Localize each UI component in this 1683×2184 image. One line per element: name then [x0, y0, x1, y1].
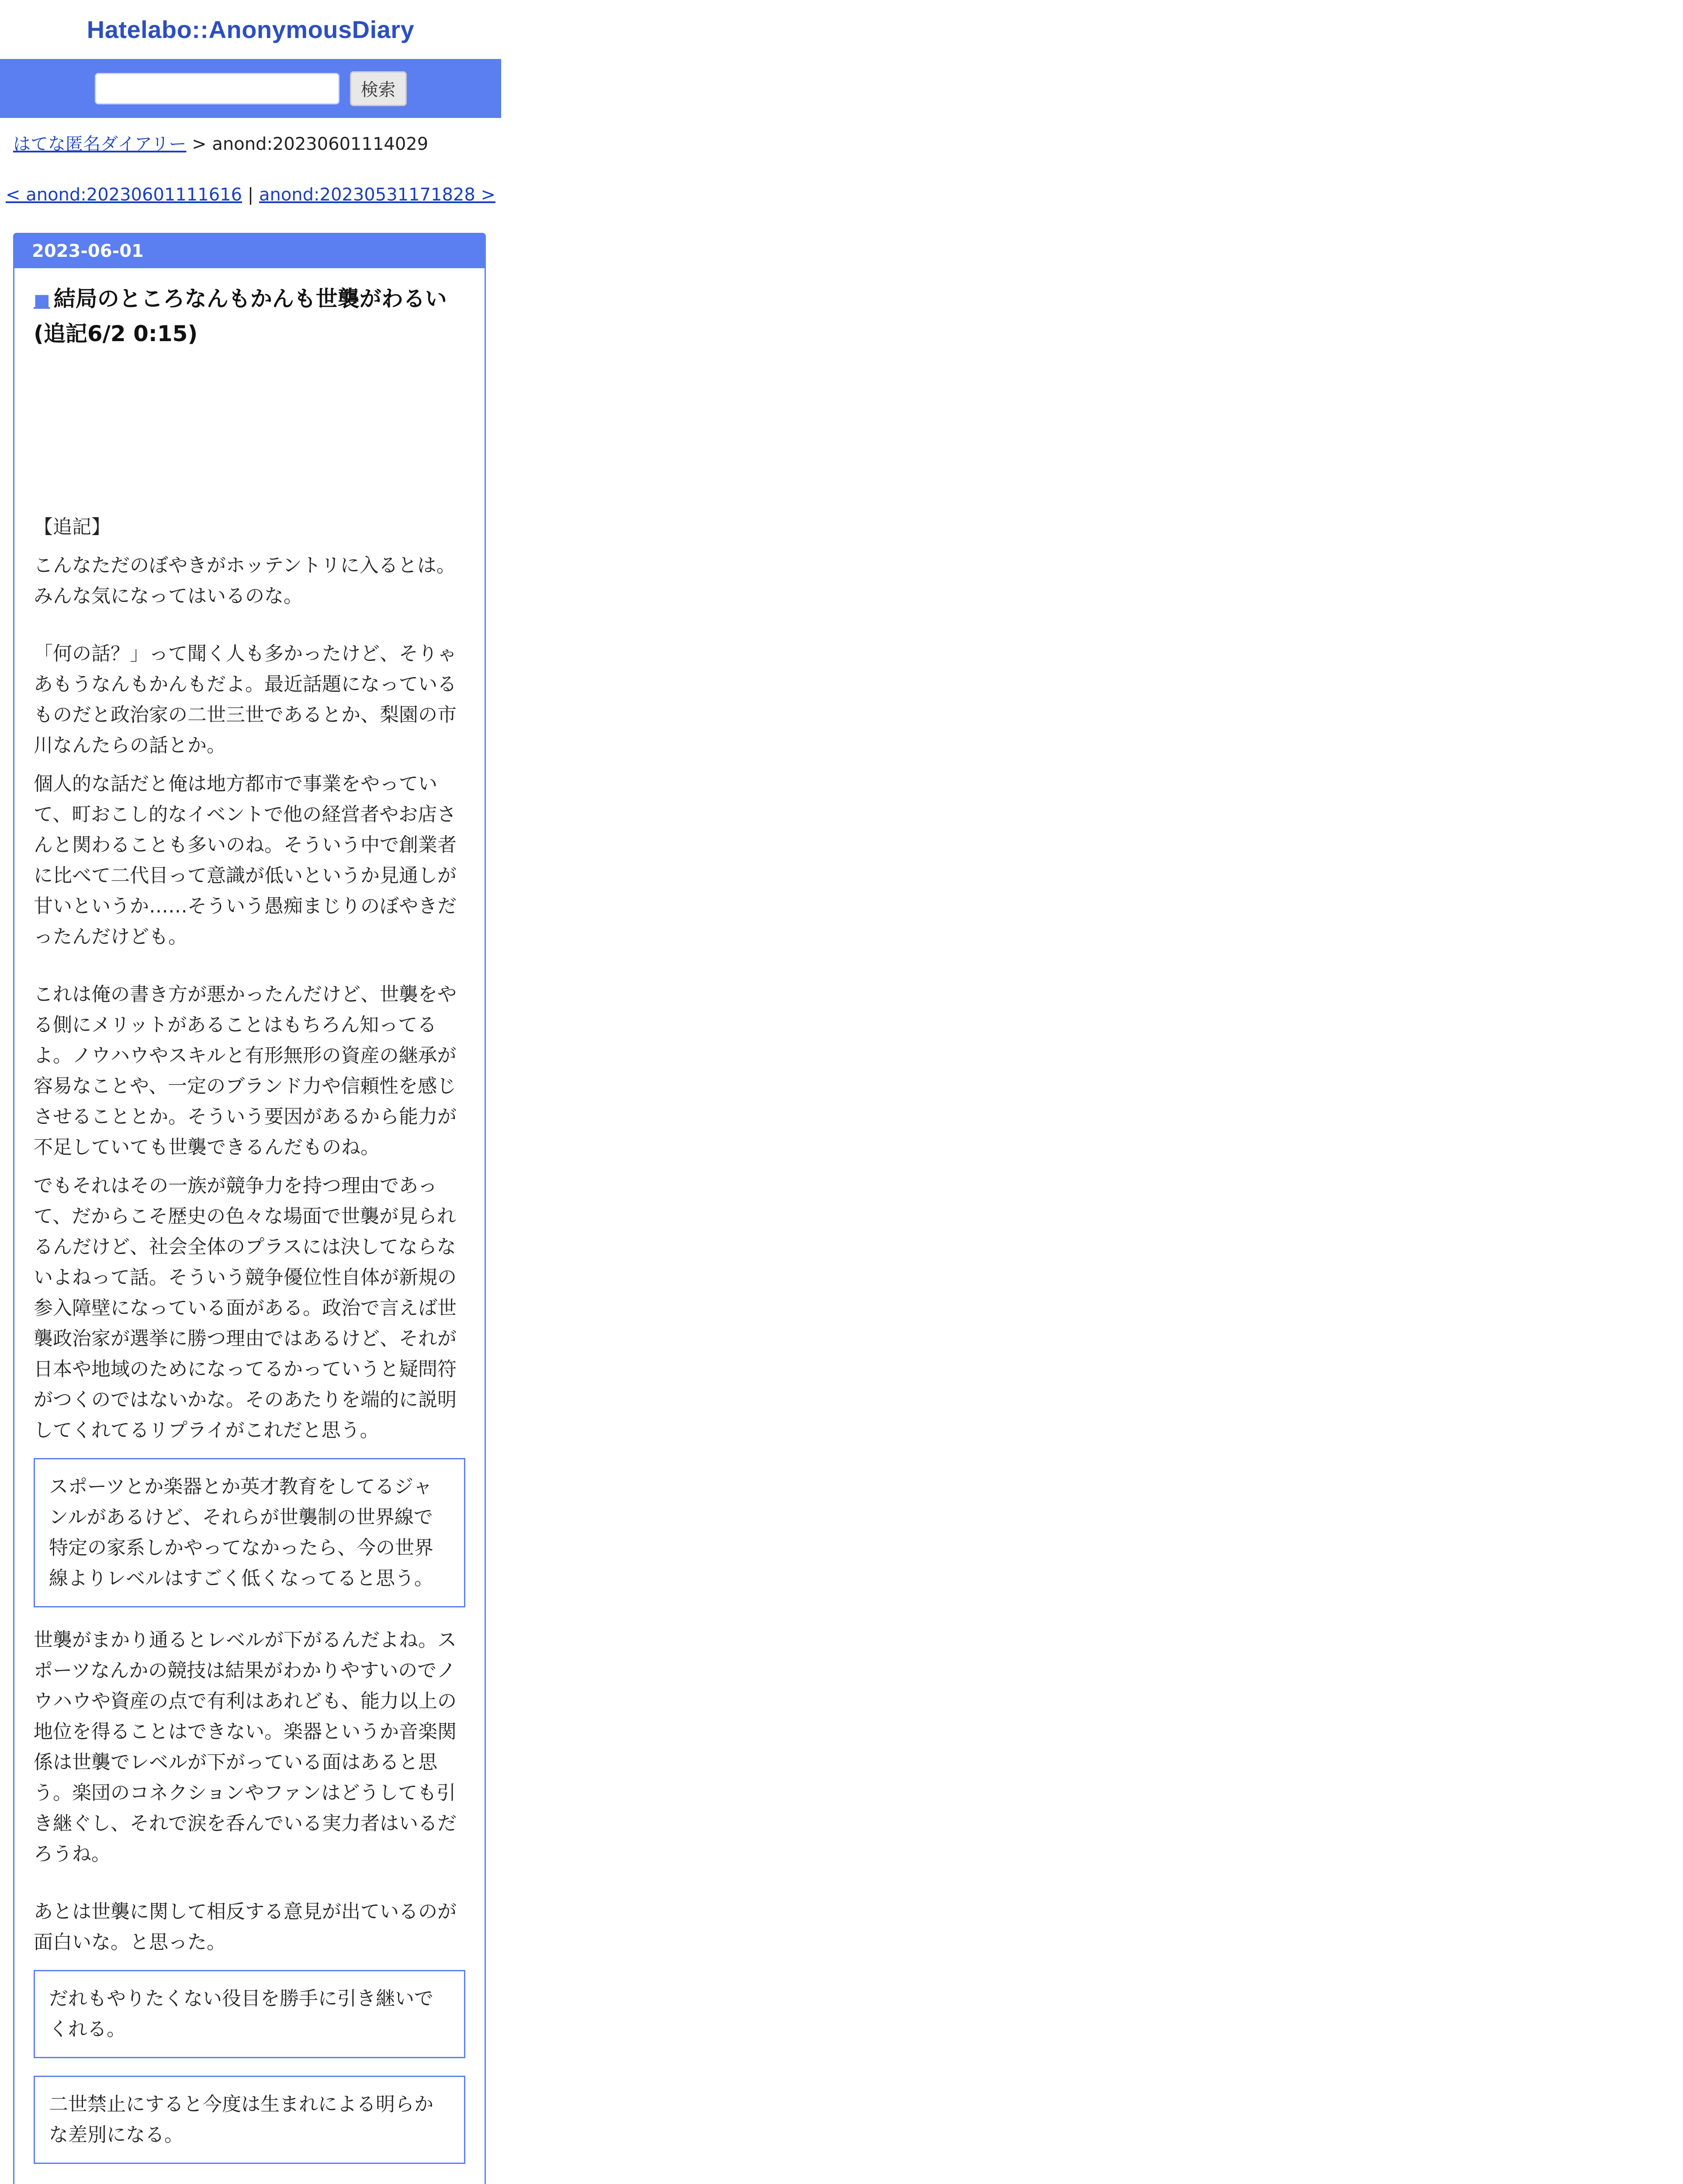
paragraph: 個人的な話だと俺は地方都市で事業をやっていて、町おこし的なイベントで他の経営者やお店さんと関わることも多いのね。そういう中で創業者に比べて二代目って意識が低いというか見通しが甘いというか……そういう愚痴まじりのぼやきだったんだけども。 — [34, 773, 457, 948]
site-header — [0, 0, 501, 59]
search-input[interactable] — [95, 73, 339, 104]
quote-text: スポーツとか楽器とか英才教育をしてるジャンルがあるけど、それらが世襲制の世界線で特定の家系しかやってなかったら、今の世界線よりレベルはすごく低くなってると思う。 — [49, 1476, 433, 1590]
paragraph — [34, 2181, 465, 2184]
quote-text: だれもやりたくない役目を勝手に引き継いでくれる。 — [49, 1987, 433, 2040]
blockquote — [34, 2076, 465, 2164]
breadcrumb-separator: > — [186, 134, 212, 154]
paragraph: これは俺の書き方が悪かったんだけど、世襲をやる側にメリットがあることはもちろん知ってるよ。ノウハウやスキルと有形無形の資産の継承が容易なことや、一定のブランド力や信頼性を感じさせることとか。そういう要因があるから能力が不足していても世襲できるんだものね。 — [34, 983, 457, 1158]
entry-permalink-icon[interactable]: ■ — [34, 290, 50, 311]
paragraph: でもそれはその一族が競争力を持つ理由であって、だからこそ歴史の色々な場面で世襲が見られるんだけど、社会全体のプラスには決してならないよねって話。そういう競争優位性自体が新規の参入障壁になっている面がある。政治で言えば世襲政治家が選挙に勝つ理由ではあるけど、それが日本や地域のためになってるかっていうと疑問符がつくのではないかな。そのあたりを端的に説明してくれてるリプライがこれだと思う。 — [34, 1175, 457, 1441]
embed-placeholder — [34, 350, 465, 512]
breadcrumb-home-link[interactable]: はてな匿名ダイアリー — [13, 134, 187, 154]
entry-pager — [0, 155, 501, 205]
breadcrumb-current: anond:20230601114029 — [212, 134, 429, 154]
search-bar — [0, 59, 501, 118]
entry-section — [14, 268, 485, 2184]
paragraph: こんなただのぼやきがホッテントリに入るとは。みんな気になってはいるのな。 — [34, 554, 456, 607]
older-entry-link[interactable]: anond:20230531171828 > — [259, 185, 496, 205]
entry-title-text: 結局のところなんもかんも世襲がわるい(追記6/2 0:15) — [34, 286, 447, 346]
paragraph: 世襲がまかり通るとレベルが下がるんだよね。スポーツなんかの競技は結果がわかりやすいのでノウハウや資産の点で有利はあれども、能力以上の地位を得ることはできない。楽器というか音楽関係は世襲でレベルが下がっている面はあると思う。楽団のコネクションやファンはどうしても引き継ぐし、それで涙を呑んでいる実力者はいるだろうね。 — [34, 1629, 457, 1865]
entry-title — [34, 282, 465, 350]
paragraph: あとは世襲に関して相反する意見が出ているのが面白いな。と思った。 — [34, 1901, 457, 1953]
breadcrumb — [0, 118, 501, 155]
site-logo[interactable]: Hatelabo::AnonymousDiary — [87, 16, 415, 43]
search-button[interactable]: 検索 — [350, 71, 407, 106]
newer-entry-link[interactable]: < anond:20230601111616 — [5, 185, 242, 205]
pager-divider: | — [242, 185, 259, 205]
blockquote — [34, 1970, 465, 2058]
day-date: 2023-06-01 — [14, 234, 485, 268]
paragraph: 「何の話？」って聞く人も多かったけど、そりゃあもうなんもかんもだよ。最近話題になっているものだと政治家の二世三世であるとか、梨園の市川なんたらの話とか。 — [34, 643, 457, 757]
day-box — [13, 233, 486, 2184]
paragraph: 【追記】 — [34, 516, 111, 538]
blockquote — [34, 1458, 465, 1607]
quote-text: 二世禁止にすると今度は生まれによる明らかな差別になる。 — [49, 2093, 433, 2146]
page — [0, 0, 501, 2184]
